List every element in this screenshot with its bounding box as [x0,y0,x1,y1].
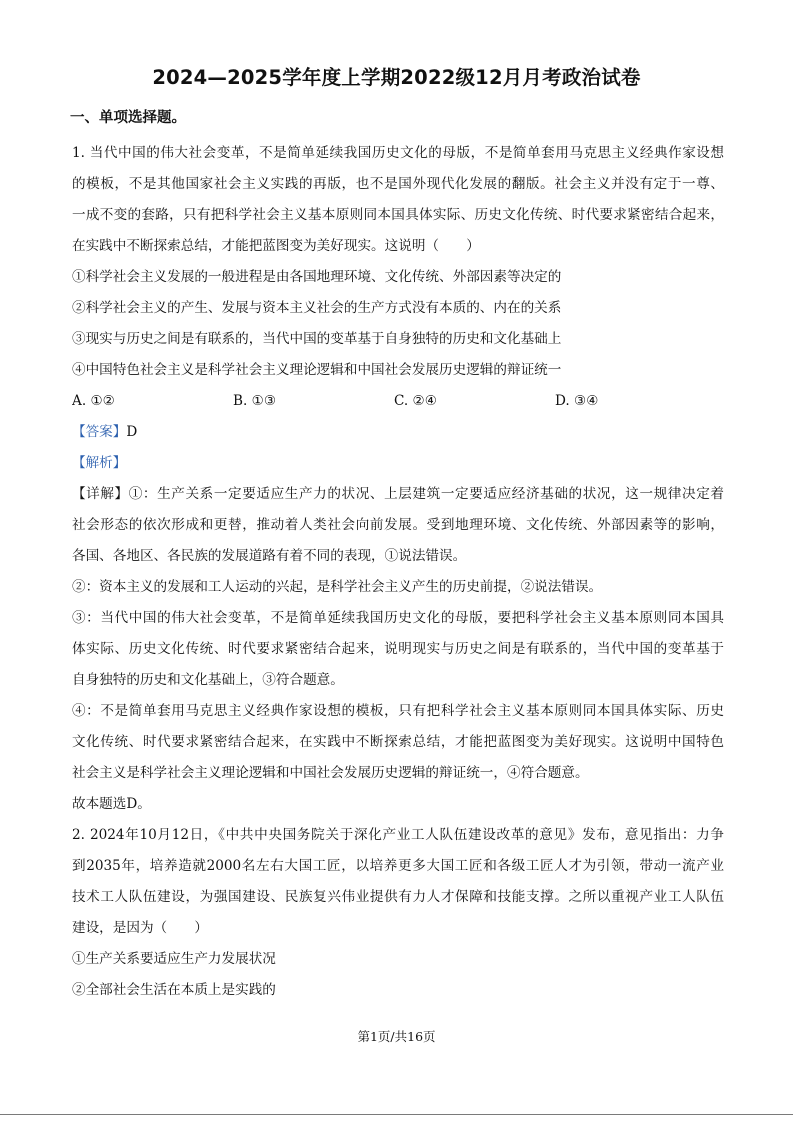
q1-detail-line: 社会形态的依次形成和更替，推动着人类社会向前发展。受到地理环境、文化传统、外部因素等的影响， [72,517,724,533]
q2-stem-line: 技术工人队伍建设，为强国建设、民族复兴伟业提供有力人才保障和技能支撑。之所以重视产业工人队伍 [72,889,724,905]
q2-stem-line: 建设，是因为（ ） [72,920,208,936]
q2-statement: ①生产关系要适应生产力发展状况 [72,951,276,967]
bottom-divider [0,1114,793,1115]
q1-option-d: D. ③④ [555,393,599,409]
page-footer: 第1页/共16页 [357,1029,436,1044]
q1-analysis [72,448,724,479]
answer-tag: 【答案】 [72,424,127,440]
q2-stem-line: 到2035年，培养造就2000名左右大国工匠，以培养更多大国工匠和各级工匠人才为引领，带动一流产业 [72,858,724,874]
q1-stem-line: 在实践中不断探索总结，才能把蓝图变为美好现实。这说明（ ） [72,238,480,254]
q1-detail-line: ③：当代中国的伟大社会变革，不是简单延续我国历史文化的母版，要把科学社会主义基本原则同本国具 [72,610,724,626]
q1-stem-line: 一成不变的套路，只有把科学社会主义基本原则同本国具体实际、历史文化传统、时代要求紧密结合起来， [72,207,724,223]
q1-detail-line [72,479,724,510]
analysis-tag: 【解析】 [72,455,127,471]
q1-statement: ①科学社会主义发展的一般进程是由各国地理环境、文化传统、外部因素等决定的 [72,269,562,285]
q1-stem-line: 1. 当代中国的伟大社会变革，不是简单延续我国历史文化的母版，不是简单套用马克思主义经典作家设想 [72,145,724,161]
q1-stem-line: 的模板，不是其他国家社会主义实践的再版，也不是国外现代化发展的翻版。社会主义并没有定于一尊、 [72,176,724,192]
q1-detail-line: 社会主义是科学社会主义理论逻辑和中国社会发展历史逻辑的辩证统一，④符合题意。 [72,765,589,781]
q1-statement: ②科学社会主义的产生、发展与资本主义社会的生产方式没有本质的、内在的关系 [72,300,562,316]
q1-detail-line: 各国、各地区、各民族的发展道路有着不同的表现，①说法错误。 [72,548,467,564]
q1-option-c: C. ②④ [394,393,437,409]
detail-text: ①：生产关系一定要适应生产力的状况、上层建筑一定要适应经济基础的状况，这一规律决定着 [128,486,724,502]
q2-stem-line: 2. 2024年10月12日，《中共中央国务院关于深化产业工人队伍建设改革的意见》发布，意见指出：力争 [72,827,724,843]
q1-detail-line: 文化传统、时代要求紧密结合起来，在实践中不断探索总结，才能把蓝图变为美好现实。这说明中国特色 [72,734,724,750]
q1-detail-line: 自身独特的历史和文化基础上，③符合题意。 [72,672,344,688]
q1-option-b: B. ①③ [233,393,277,409]
q1-conclusion: 故本题选D。 [72,796,151,812]
document-body [72,138,724,1006]
q1-detail-line: ④：不是简单套用马克思主义经典作家设想的模板，只有把科学社会主义基本原则同本国具体实际、历史 [72,703,724,719]
q1-answer [72,417,724,448]
q1-detail-line: 体实际、历史文化传统、时代要求紧密结合起来，说明现实与历史之间是有联系的，当代中国的变革基于 [72,641,724,657]
q1-option-a: A. ①② [72,393,115,409]
section-heading: 一、单项选择题。 [70,110,186,126]
q1-detail-line: ②：资本主义的发展和工人运动的兴起，是科学社会主义产生的历史前提，②说法错误。 [72,579,603,595]
q1-options [72,386,724,417]
answer-value: D [126,424,138,440]
detail-tag: 【详解】 [72,486,129,502]
q1-statement: ③现实与历史之间是有联系的，当代中国的变革基于自身独特的历史和文化基础上 [72,331,562,347]
page-title: 2024—2025学年度上学期2022级12月月考政治试卷 [152,66,641,89]
q2-statement: ②全部社会生活在本质上是实践的 [72,982,276,998]
q1-statement: ④中国特色社会主义是科学社会主义理论逻辑和中国社会发展历史逻辑的辩证统一 [72,362,562,378]
